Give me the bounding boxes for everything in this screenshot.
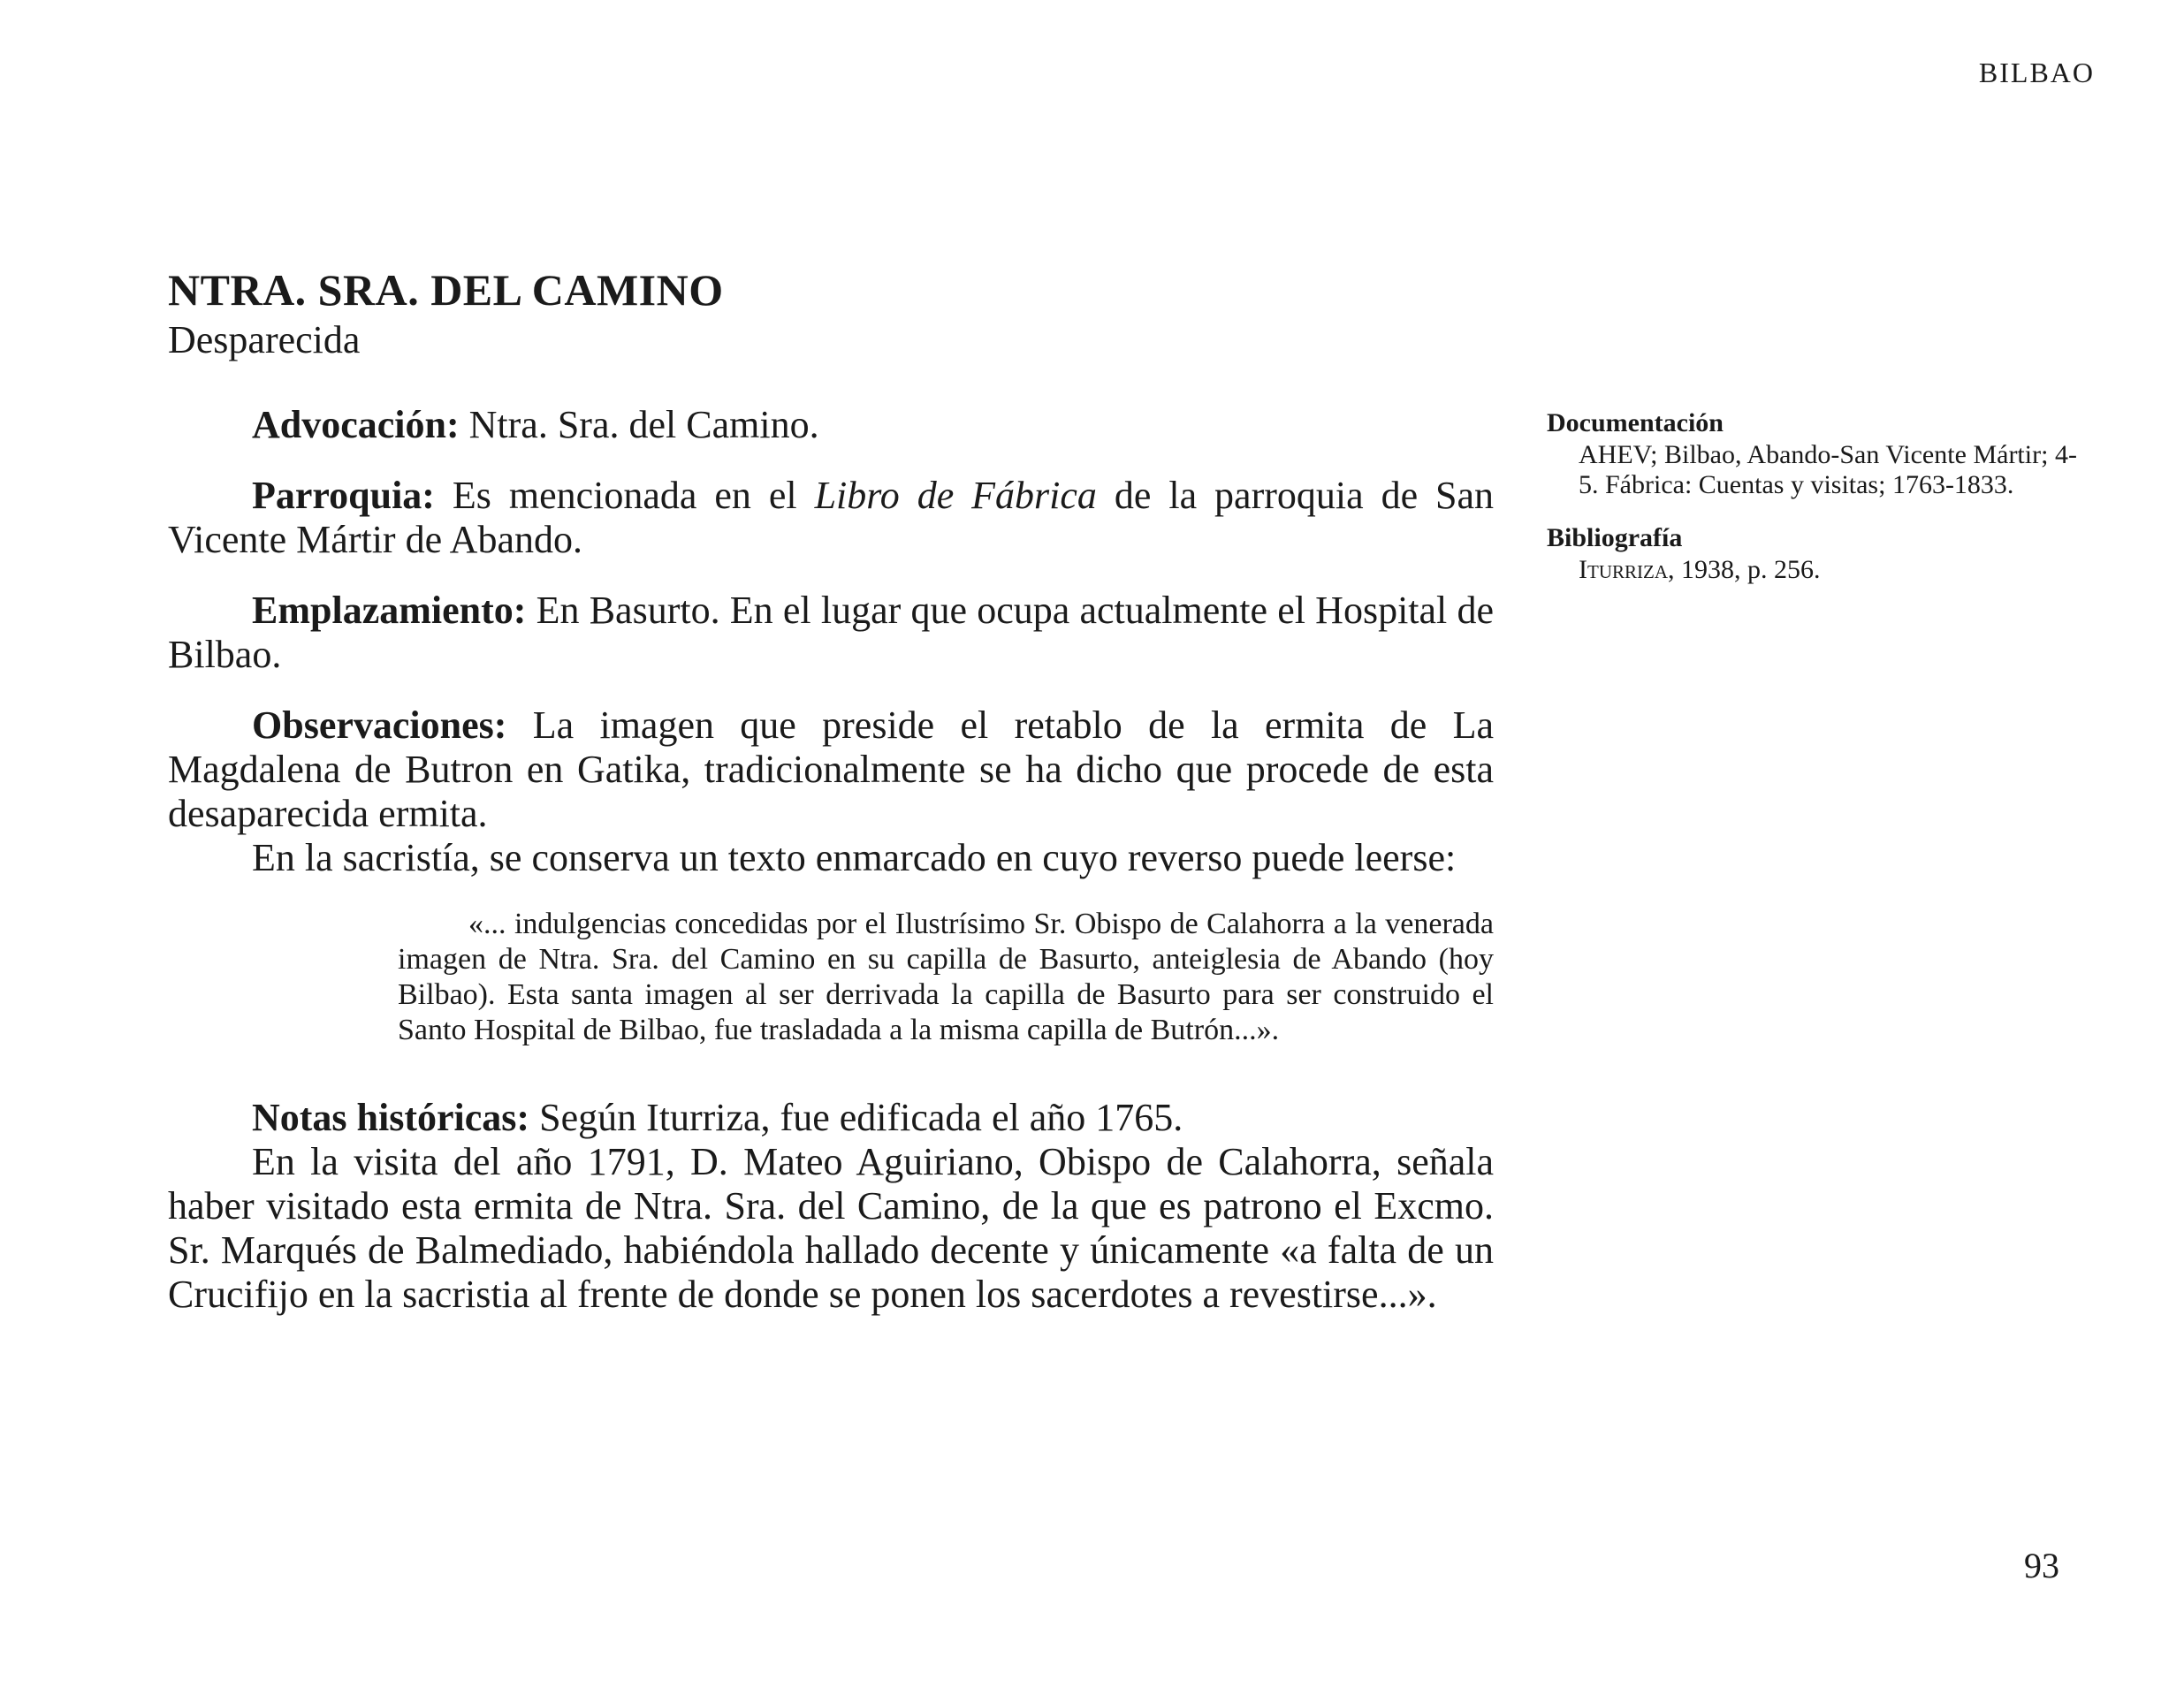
bibliografia-author: Iturriza bbox=[1579, 555, 1668, 584]
block-quote-text: «... indulgencias concedidas por el Ilustrísimo Sr. Obispo de Calahorra a la venerada imagen de Ntra. Sra. del Camino en su capilla de Basurto, anteiglesia de Abando (hoy Bilbao). Esta santa imagen al ser derrivada la capilla de Basurto para ser construido el Santo Hospital de Bilbao, fue trasladada a la misma capilla de Butrón...». bbox=[398, 908, 1494, 1046]
bibliografia-heading: Bibliografía bbox=[1547, 523, 1683, 552]
running-head: BILBAO bbox=[1978, 57, 2095, 88]
emplazamiento-text: En Basurto. En el lugar que ocupa actualmente el Hospital de Bilbao. bbox=[168, 589, 1495, 676]
advocacion-section bbox=[168, 403, 1494, 447]
block-quote bbox=[398, 907, 1494, 1048]
bibliografia-entry bbox=[1579, 555, 2077, 585]
parroquia-label: Parroquia: bbox=[252, 474, 435, 517]
notas-text-2: En la visita del año 1791, D. Mateo Aguiriano, Obispo de Calahorra, señala haber visitado esta ermita de Ntra. Sra. del Camino, de la que es patrono el Excmo. Sr. Marqués de Balmediado, habiéndola hallado decente y únicamente «a falta de un Crucifijo en la sacristia al frente de donde se ponen los sacerdotes a revestirse...». bbox=[168, 1140, 1494, 1316]
parroquia-text-after: de la parroquia de San Vicente Mártir de Abando. bbox=[168, 474, 1495, 561]
observaciones-label: Observaciones: bbox=[252, 703, 507, 747]
page-title: NTRA. SRA. DEL CAMINO bbox=[168, 265, 724, 315]
observaciones-section bbox=[168, 703, 1494, 836]
documentacion-heading: Documentación bbox=[1547, 408, 1724, 437]
parroquia-section bbox=[168, 474, 1494, 562]
observaciones-text: La imagen que preside el retablo de la ermita de La Magdalena de Butron en Gatika, tradicionalmente se ha dicho que procede de esta desaparecida ermita. bbox=[168, 703, 1494, 835]
emplazamiento-label: Emplazamiento: bbox=[252, 589, 527, 632]
bibliografia-rest: , 1938, p. 256. bbox=[1667, 555, 1821, 584]
parroquia-book-title: Libro de Fábrica bbox=[814, 474, 1097, 517]
main-content bbox=[168, 263, 1494, 1343]
notas-label: Notas históricas: bbox=[252, 1096, 530, 1139]
notas-text: Según Iturriza, fue edificada el año 1765. bbox=[539, 1096, 1183, 1139]
notas-section bbox=[168, 1096, 1494, 1140]
page-subtitle: Desparecida bbox=[168, 318, 361, 361]
page-number: 93 bbox=[2024, 1546, 2059, 1585]
emplazamiento-section bbox=[168, 589, 1494, 677]
advocacion-label: Advocación: bbox=[252, 403, 460, 446]
documentacion-text: AHEV; Bilbao, Abando-San Vicente Mártir; 4-5. Fábrica: Cuentas y visitas; 1763-1833. bbox=[1579, 440, 2077, 499]
sidebar bbox=[1547, 408, 2077, 608]
parroquia-text-before: Es mencionada en el bbox=[452, 474, 797, 517]
advocacion-text: Ntra. Sra. del Camino. bbox=[468, 403, 819, 446]
observaciones-text-2: En la sacristía, se conserva un texto enmarcado en cuyo reverso puede leerse: bbox=[252, 836, 1457, 879]
